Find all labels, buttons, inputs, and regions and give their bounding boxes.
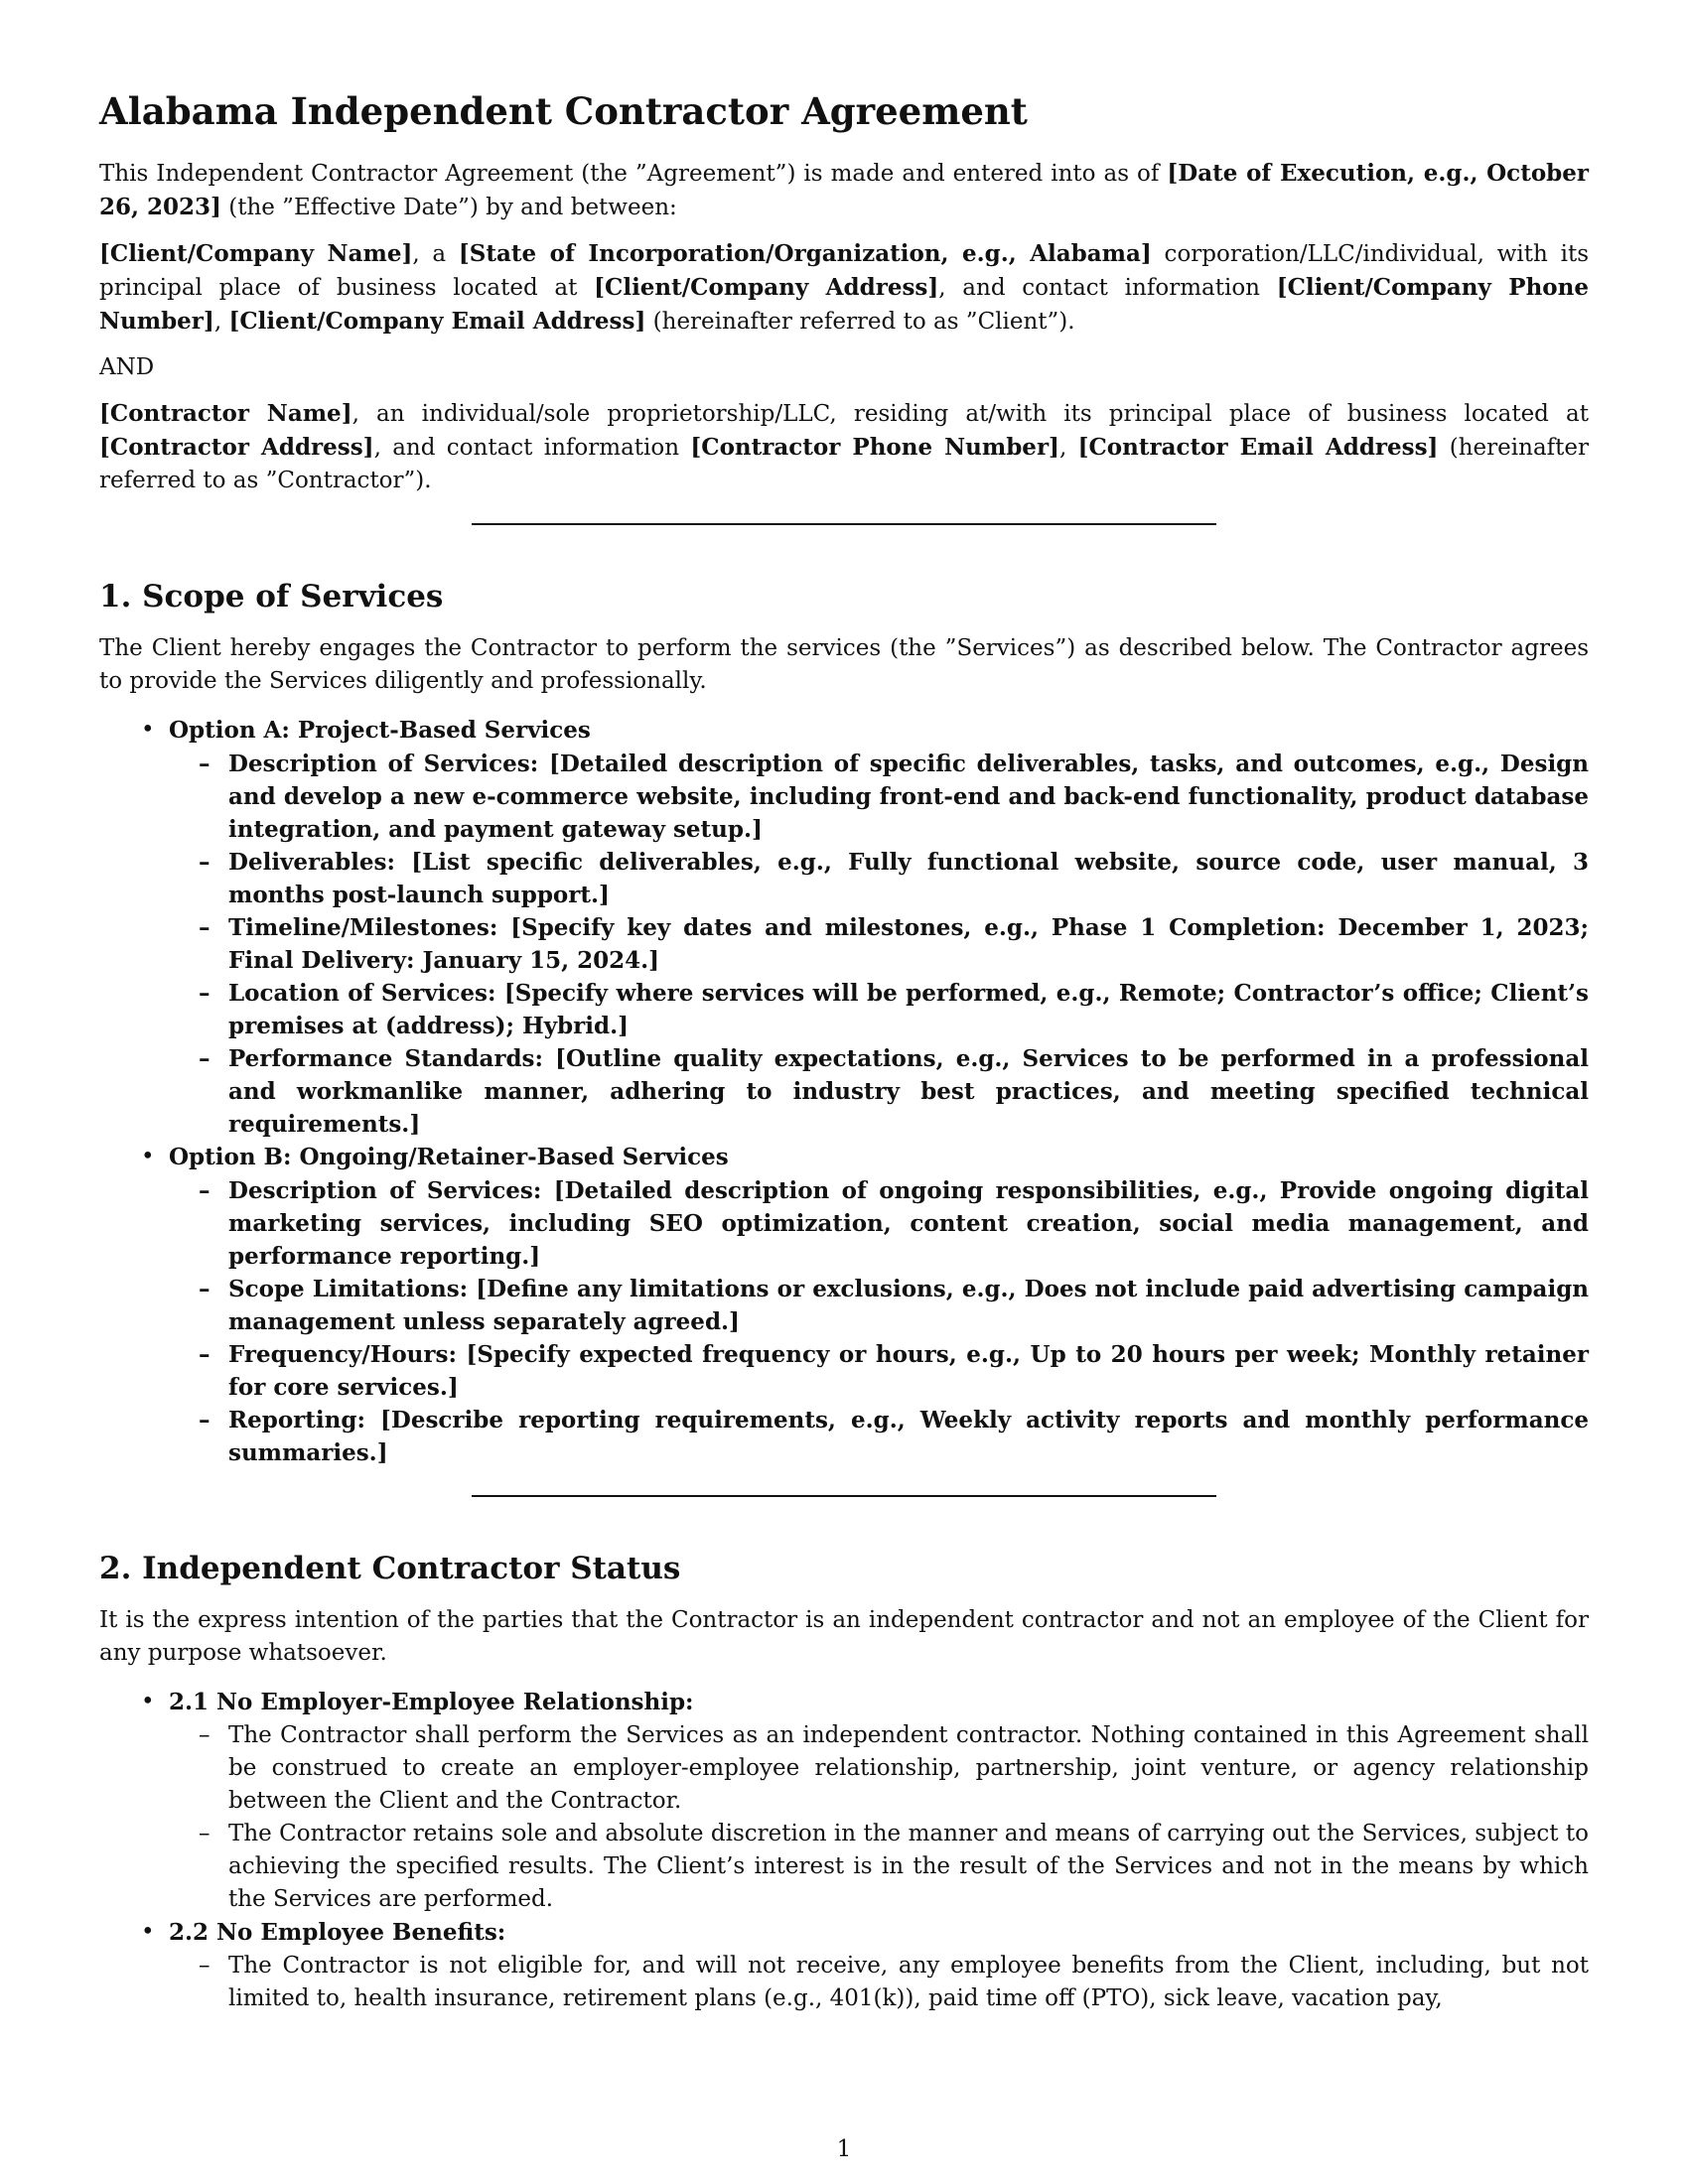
subsection-2-1-item: – The Contractor retains sole and absolute discretion in the manner and means of carrying out the Services, subject to achieving the specified results. The Client’s interest is in the result of the Services and not in the means by which the Services are performed. (228, 1818, 1589, 1916)
date-placeholder: [Date of Execution, e.g., October 26, 2023] (99, 160, 1589, 220)
contractor-phone-placeholder: [Contractor Phone Number] (690, 434, 1059, 461)
option-a-sublist (169, 748, 1589, 1141)
intro-text: , and contact information (938, 275, 1277, 301)
subsection-2-1 (169, 1686, 1589, 1916)
client-name-placeholder: [Client/Company Name] (99, 240, 413, 267)
client-phone-placeholder: [Client/Company Phone Number] (99, 274, 1589, 335)
section-2-list (99, 1686, 1589, 2015)
intro-text: , and contact information (373, 435, 691, 461)
subsection-2-2-label: 2.2 No Employee Benefits: (169, 1919, 506, 1946)
intro-text: corporation/LLC/individual, with its principal place of business located at (99, 241, 1590, 301)
section-divider (472, 1495, 1216, 1497)
intro-paragraph-1 (99, 157, 1589, 224)
contractor-address-placeholder: [Contractor Address] (99, 434, 374, 461)
section-1-heading: 1. Scope of Services (99, 579, 444, 614)
intro-text: This Independent Contractor Agreement (the ”Agreement”) is made and entered into as of (99, 161, 1168, 187)
subsection-2-2 (169, 1916, 1589, 2015)
subsection-2-1-sublist (169, 1719, 1589, 1916)
document-page (99, 89, 1589, 2015)
subsection-2-1-label: 2.1 No Employer-Employee Relationship: (169, 1689, 694, 1715)
intro-text: (the ”Effective Date”) by and between: (220, 195, 677, 220)
option-b-sublist (169, 1174, 1589, 1469)
document-title: Alabama Independent Contractor Agreement (99, 89, 1028, 133)
subsection-2-2-sublist (169, 1950, 1589, 2015)
client-email-placeholder: [Client/Company Email Address] (228, 308, 646, 335)
option-b-description: – Description of Services: [Detailed description of ongoing responsibilities, e.g., Provide ongoing digital marketing services, including SEO optimization, content creation, social media management, and performance reporting.] (228, 1174, 1589, 1273)
option-b-frequency: – Frequency/Hours: [Specify expected frequency or hours, e.g., Up to 20 hours per week; Monthly retainer for core services.] (228, 1338, 1589, 1404)
contractor-email-placeholder: [Contractor Email Address] (1077, 434, 1439, 461)
intro-text: , (1058, 435, 1078, 461)
subsection-2-2-item: – The Contractor is not eligible for, and will not receive, any employee benefits from the Client, including, but not limited to, health insurance, retirement plans (e.g., 401(k)), paid time off (PTO), sick leave, vacation pay, (228, 1950, 1589, 2015)
option-a-description: – Description of Services: [Detailed description of specific deliverables, tasks, and outcomes, e.g., Design and develop a new e-commerce website, including front-end and back-end functionality, product database integration, and payment gateway setup.] (228, 748, 1589, 846)
option-a-timeline: – Timeline/Milestones: [Specify key dates and milestones, e.g., Phase 1 Completion: December 1, 2023; Final Delivery: January 15, 2024.] (228, 911, 1589, 977)
intro-text: , a (412, 241, 459, 267)
client-paragraph (99, 237, 1589, 339)
section-divider (472, 523, 1216, 525)
section-2-heading: 2. Independent Contractor Status (99, 1551, 681, 1586)
page-number: 1 (836, 2136, 852, 2162)
intro-text: (hereinafter referred to as ”Client”). (645, 309, 1075, 335)
intro-text: , an individual/sole proprietorship/LLC, residing at/with its principal place of business located at (352, 401, 1589, 427)
intro-text: (hereinafter referred to as ”Contractor”). (99, 435, 1590, 493)
option-a-deliverables: – Deliverables: [List specific deliverables, e.g., Fully functional website, source code, user manual, 3 months post-launch support.] (228, 846, 1589, 911)
option-a-location: – Location of Services: [Specify where services will be performed, e.g., Remote; Contractor’s office; Client’s premises at (address); Hybrid.] (228, 977, 1589, 1042)
option-a-performance: – Performance Standards: [Outline quality expectations, e.g., Services to be performed in a professional and workmanlike manner, adhering to industry best practices, and meeting specified technical requirements.] (228, 1042, 1589, 1141)
option-b-item (169, 1141, 1589, 1469)
contractor-paragraph (99, 397, 1589, 497)
state-placeholder: [State of Incorporation/Organization, e.g., Alabama] (458, 240, 1152, 267)
client-address-placeholder: [Client/Company Address] (594, 274, 939, 301)
option-b-reporting: – Reporting: [Describe reporting requirements, e.g., Weekly activity reports and monthly performance summaries.] (228, 1404, 1589, 1469)
intro-text: , (213, 309, 229, 335)
contractor-name-placeholder: [Contractor Name] (99, 400, 352, 427)
option-b-label: Option B: Ongoing/Retainer-Based Services (169, 1144, 729, 1170)
and-line: AND (99, 354, 155, 380)
option-a-label: Option A: Project-Based Services (169, 717, 591, 744)
section-2-intro: It is the express intention of the parties that the Contractor is an independent contractor and not an employee of the Client for any purpose whatsoever. (99, 1607, 1589, 1666)
option-a-item (169, 714, 1589, 1141)
section-1-intro: The Client hereby engages the Contractor to perform the services (the ”Services”) as described below. The Contractor agrees to provide the Services diligently and professionally. (99, 635, 1589, 694)
option-b-scope-limitations: – Scope Limitations: [Define any limitations or exclusions, e.g., Does not include paid advertising campaign management unless separately agreed.] (228, 1273, 1589, 1338)
section-1-options-list (99, 714, 1589, 1469)
subsection-2-1-item: – The Contractor shall perform the Services as an independent contractor. Nothing contained in this Agreement shall be construed to create an employer-employee relationship, partnership, joint venture, or agency relationship between the Client and the Contractor. (228, 1719, 1589, 1818)
